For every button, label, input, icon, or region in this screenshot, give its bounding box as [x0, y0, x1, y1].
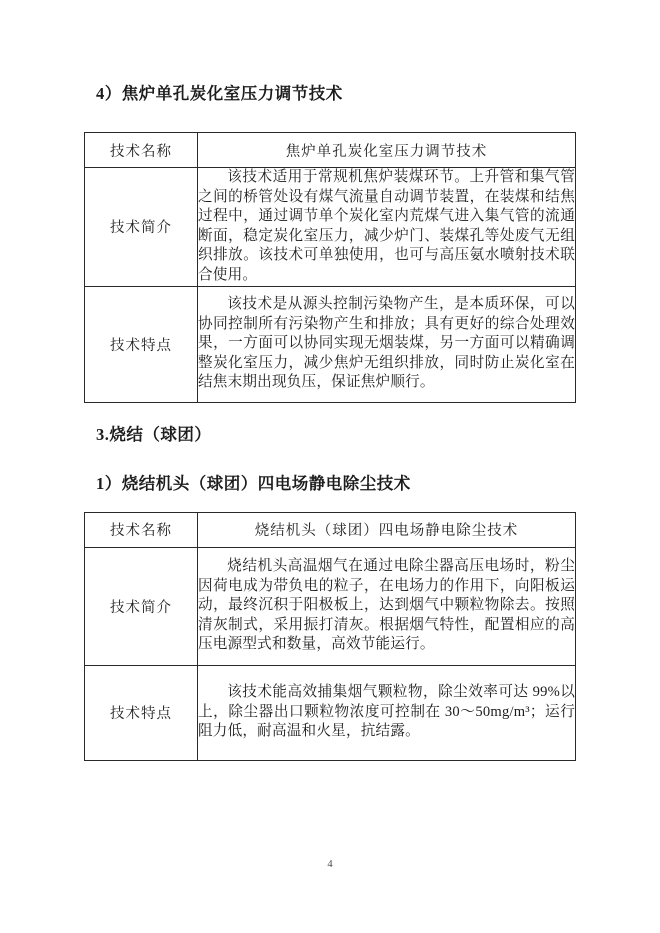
table-row — [85, 665, 576, 760]
tech-name-label: 技术名称 — [85, 133, 198, 168]
tech-intro-label: 技术简介 — [85, 168, 198, 287]
tech-intro-value: 烧结机头高温烟气在通过电除尘器高压电场时，粉尘因荷电成为带负电的粒子，在电场力的作用下，向阳板运动，最终沉积于阳极板上，达到烟气中颗粒物除去。按照清灰制式，采用振打清灰。根据烟气特性，配置相应的高压电源型式和数量，高效节能运行。 — [198, 547, 576, 665]
section-heading-sinter-esp: 1）烧结机头（球团）四电场静电除尘技术 — [96, 473, 411, 493]
tech-table-coke-oven — [84, 132, 576, 403]
tech-name-label: 技术名称 — [85, 512, 198, 547]
page-content — [84, 0, 576, 761]
tech-features-value: 该技术能高效捕集烟气颗粒物，除尘效率可达 99%以上，除尘器出口颗粒物浓度可控制在 30～50mg/m³；运行阻力低，耐高温和火星，抗结露。 — [198, 665, 576, 760]
tech-features-label: 技术特点 — [85, 286, 198, 402]
table-row — [85, 168, 576, 287]
tech-intro-value: 该技术适用于常规机焦炉装煤环节。上升管和集气管之间的桥管处设有煤气流量自动调节装置，在装煤和结焦过程中，通过调节单个炭化室内荒煤气进入集气管的流通断面，稳定炭化室压力，减少炉门、装煤孔等处废气无组织排放。该技术可单独使用，也可与高压氨水喷射技术联合使用。 — [198, 168, 576, 287]
table-row — [85, 286, 576, 402]
section-heading-coke-oven: 4）焦炉单孔炭化室压力调节技术 — [96, 84, 343, 103]
tech-intro-label: 技术简介 — [85, 547, 198, 665]
table-row — [85, 133, 576, 168]
tech-features-value: 该技术是从源头控制污染物产生，是本质环保，可以协同控制所有污染物产生和排放；具有更好的综合处理效果，一方面可以协同实现无烟装煤，另一方面可以精确调整炭化室压力，减少焦炉无组织排放，同时防止炭化室在结焦末期出现负压，保证焦炉顺行。 — [198, 286, 576, 402]
tech-table-sinter-esp — [84, 512, 576, 761]
tech-name-value: 焦炉单孔炭化室压力调节技术 — [198, 133, 576, 168]
tech-name-value: 烧结机头（球团）四电场静电除尘技术 — [198, 512, 576, 547]
table-row — [85, 547, 576, 665]
tech-features-label: 技术特点 — [85, 665, 198, 760]
category-heading-sintering: 3.烧结（球团） — [96, 424, 212, 444]
table-row — [85, 512, 576, 547]
page-number: 4 — [327, 859, 333, 870]
